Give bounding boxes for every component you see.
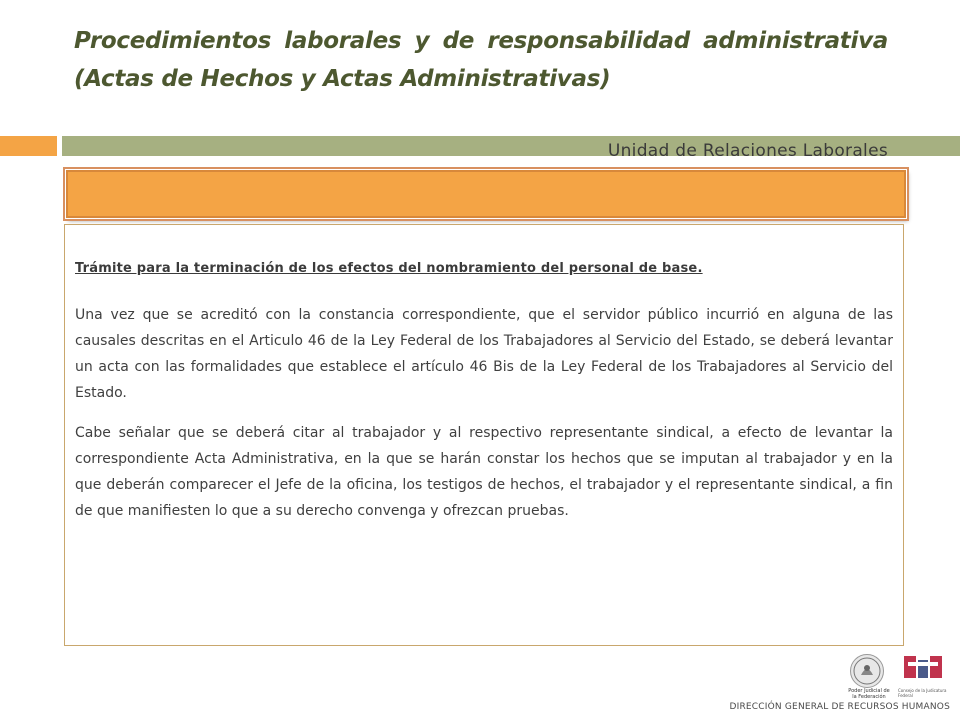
paragraph-2: Cabe señalar que se deberá citar al trabajador y al respectivo representante sindical, a efecto de levantar la correspondiente Acta Administrativa, en la que se harán constar los hechos que se imputan al trabajador y en la que deberán comparecer el Jefe de la oficina, los testigos de hechos, el trabajador y el representante sindical, a fin de que manifiesten lo que a su derecho convenga y ofrezcan pruebas. xyxy=(75,425,893,519)
seal-caption: Poder Judicial de la Federación xyxy=(848,688,890,700)
slide-subtitle: Unidad de Relaciones Laborales xyxy=(607,141,888,161)
orange-banner xyxy=(66,170,906,218)
logos-group xyxy=(846,652,956,698)
paragraph-1: Una vez que se acreditó con la constancia correspondiente, que el servidor público incurrió en alguna de las causales descritas en el Articulo 46 de la Ley Federal de los Trabajadores al Servicio del Estado, se deberá levantar un acta con las formalidades que establece el artículo 46 Bis de la Ley Federal de los Trabajadores al Servicio del Estado. xyxy=(75,307,893,401)
footer-text: DIRECCIÓN GENERAL DE RECURSOS HUMANOS xyxy=(729,702,950,712)
accent-bar-orange xyxy=(0,136,57,156)
cjf-caption: Consejo de la Judicatura Federal xyxy=(898,688,947,698)
cjf-logo-icon xyxy=(902,654,946,684)
slide-title: Procedimientos laborales y de responsabilidad administrativa (Actas de Hechos y Actas Administrativas) xyxy=(74,28,888,92)
mexico-seal-icon xyxy=(850,654,884,688)
content-heading: Trámite para la terminación de los efectos del nombramiento del personal de base. xyxy=(75,261,703,276)
content-box xyxy=(64,224,904,646)
